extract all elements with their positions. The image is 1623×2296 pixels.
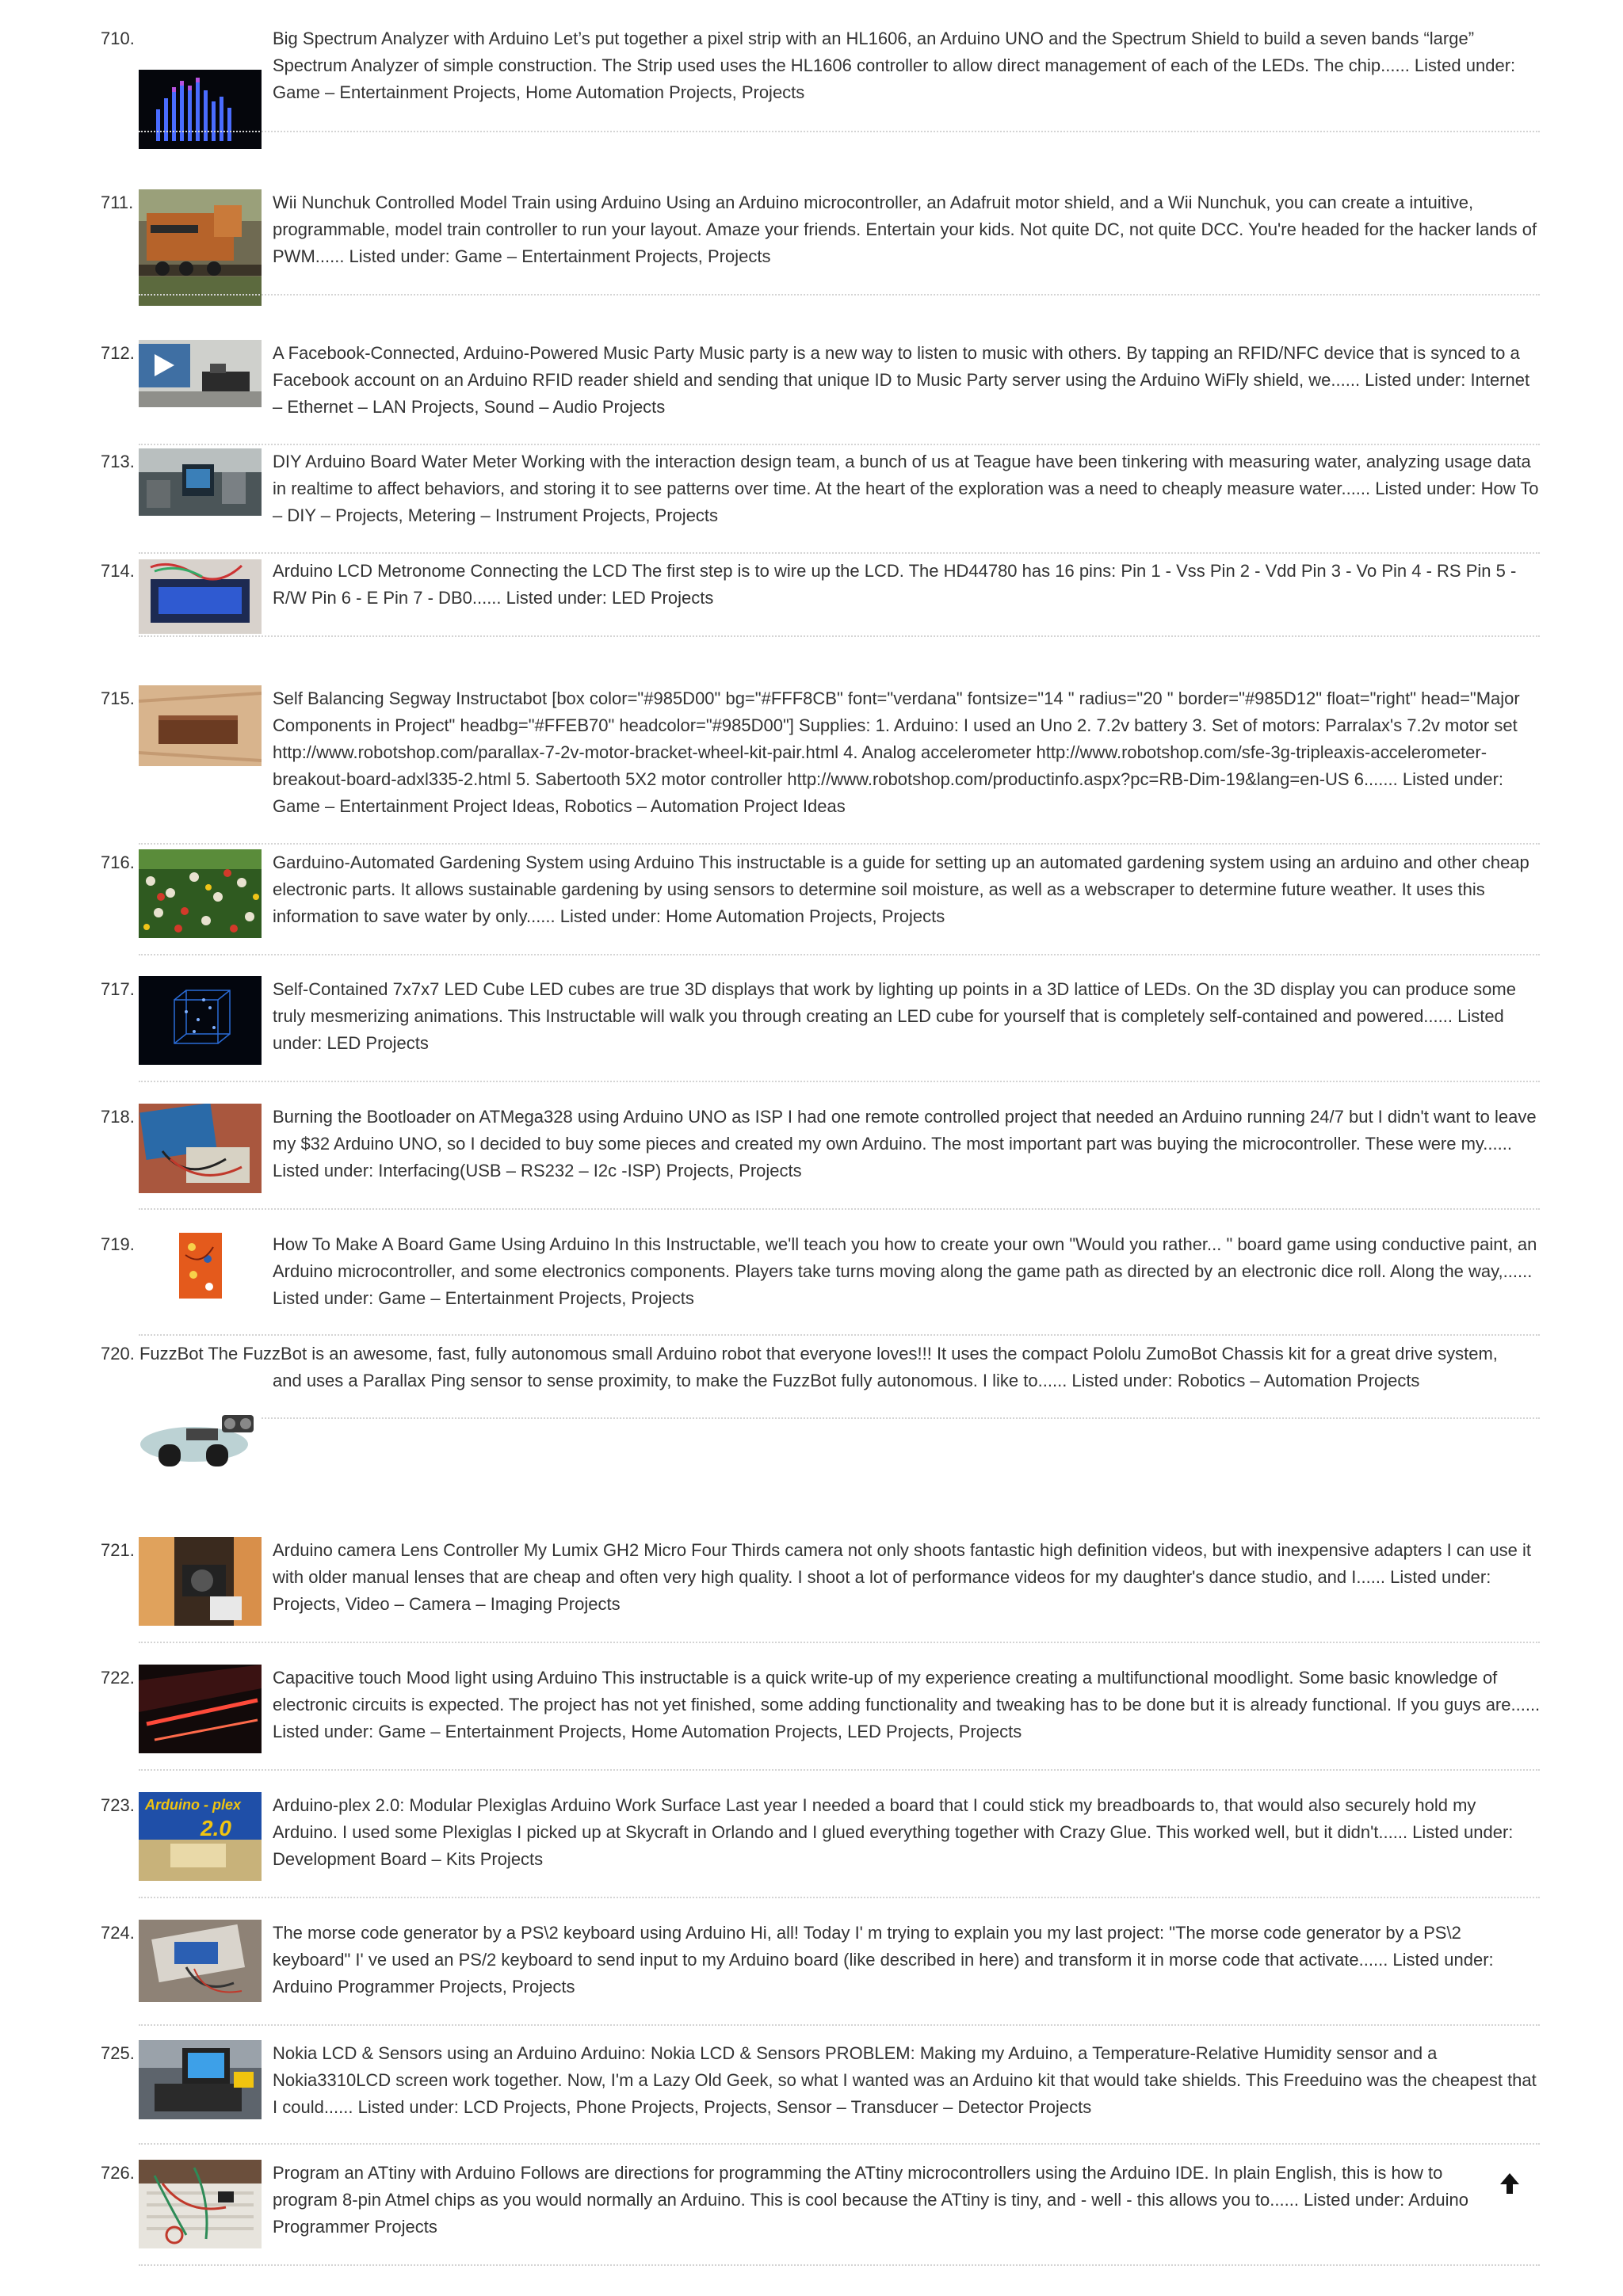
item-description: Arduino LCD Metronome Connecting the LCD The first step is to wire up the LCD. The HD44780 has 16 pins: Pin 1 - Vss Pin 2 - Vdd Pin 3 - Vo Pin 4 - RS Pin 5 - R/W Pin 6 - E Pin 7 - DB0...... Listed under: LED Projects xyxy=(273,561,1517,608)
thumbnail-image[interactable] xyxy=(139,1104,262,1193)
item-divider xyxy=(139,1334,1540,1336)
item-divider xyxy=(139,1417,1540,1419)
model-train-thumbnail xyxy=(139,189,262,306)
item-description xyxy=(101,1341,1535,1394)
item-divider xyxy=(139,2264,1540,2266)
thumbnail-image[interactable] xyxy=(139,189,262,306)
thumbnail-image[interactable] xyxy=(139,448,262,516)
item-divider xyxy=(139,2143,1540,2145)
item-number: 726. xyxy=(101,2163,135,2183)
thumb-label: Arduino - plex xyxy=(145,1797,241,1813)
thumbnail-image[interactable] xyxy=(139,976,262,1065)
item-description: Arduino-plex 2.0: Modular Plexiglas Arduino Work Surface Last year I needed a board that I could stick my breadboards to, that would also securely hold my Arduino. I used some Plexiglas I picked up at Skycraft in Orlando and I glued everything together with Crazy Glue. This worked well, but it didn't...... Listed under: Development Board – Kits Projects xyxy=(273,1795,1514,1869)
item-number: 724. xyxy=(101,1923,135,1943)
music-party-thumbnail xyxy=(139,340,262,407)
item-number: 725. xyxy=(101,2043,135,2063)
item-description: DIY Arduino Board Water Meter Working with the interaction design team, a bunch of us at Teague have been tinkering with measuring water, analyzing usage data in realtime to affect behaviors, and storing it to see patterns over time. At the heart of the exploration was a need to cheaply measure water...... Listed under: How To – DIY – Projects, Metering – Instrument Projects, Projects xyxy=(273,452,1539,525)
thumbnail-image[interactable] xyxy=(139,1665,262,1753)
item-divider xyxy=(139,1642,1540,1643)
item-divider xyxy=(139,131,1540,132)
item-divider xyxy=(139,1208,1540,1210)
thumbnail-image[interactable] xyxy=(139,1537,262,1626)
thumb-label-version: 2.0 xyxy=(200,1816,231,1840)
item-divider xyxy=(139,843,1540,845)
item-number: 720. xyxy=(101,1344,135,1363)
item-number: 711. xyxy=(101,193,134,212)
thumbnail-image[interactable] xyxy=(139,2040,262,2119)
item-description: The morse code generator by a PS\2 keyboard using Arduino Hi, all! Today I' m trying to explain you my last project: "The morse code generator by a PS\2 keyboard" I' ve used an PS/2 keyboard to send input to my Arduino board (like described in here) and transform it in morse code that activate...... Listed under: Arduino Programmer Projects, Projects xyxy=(273,1923,1494,1997)
item-number: 717. xyxy=(101,979,135,999)
item-description: Self Balancing Segway Instructabot [box color="#985D00" bg="#FFF8CB" font="verdana" fontsize="14 " radius="20 " border="#985D12" float="right" head="Major Components in Project" headbg="#FFEB70" headcolor="#985D00"] Supplies: 1. Arduino: I used an Uno 2. 7.2v battery 3. Set of motors: Parralax's 7.2v motor set http://www.robotshop.com/parallax-7-2v-motor-bracket-wheel-kit-pair.html 4. Analog accelerometer http://www.robotshop.com/sfe-3g-tripleaxis-accelerometer-breakout-board-adxl335-2.html 5. Sabertooth 5X2 motor controller http://www.robotshop.com/productinfo.aspx?pc=RB-Dim-19&lang=en-US 6....... Listed under: Game – Entertainment Project Ideas, Robotics – Automation Project Ideas xyxy=(273,688,1520,816)
camera-lens-thumbnail xyxy=(139,1537,262,1626)
item-number: 710. xyxy=(101,29,135,48)
garden-flowers-thumbnail xyxy=(139,849,262,938)
item-description: Self-Contained 7x7x7 LED Cube LED cubes are true 3D displays that work by lighting up points in a 3D lattice of LEDs. On the 3D display you can produce some truly mesmerizing animations. This Instructable will walk you through creating an LED cube for yourself that is completely self-contained and powered...... Listed under: LED Projects xyxy=(273,979,1516,1053)
bootloader-board-thumbnail xyxy=(139,1104,262,1193)
item-description-rest: and uses a Parallax Ping sensor to sense proximity, to make the FuzzBot fully autonomous. I like to...... Listed under: Robotics – Automation Projects xyxy=(273,1371,1420,1390)
item-number: 723. xyxy=(101,1795,135,1815)
item-divider xyxy=(139,954,1540,955)
lcd-metronome-thumbnail xyxy=(139,559,262,634)
board-game-thumbnail xyxy=(178,1231,223,1300)
item-number: 712. xyxy=(101,343,135,363)
arrow-up-icon xyxy=(1499,2172,1520,2195)
item-description: Wii Nunchuk Controlled Model Train using Arduino Using an Arduino microcontroller, an Adafruit motor shield, and a Wii Nunchuk, you can create a intuitive, programmable, model train controller to run your layout. Amaze your friends. Entertain your kids. Not quite DC, not quite DCC. You're headed for the hacker lands of PWM...... Listed under: Game – Entertainment Projects, Projects xyxy=(273,193,1537,266)
item-number: 722. xyxy=(101,1668,135,1688)
mood-light-thumbnail xyxy=(139,1665,262,1753)
segway-wood-thumbnail xyxy=(139,685,262,766)
item-description: Capacitive touch Mood light using Arduino This instructable is a quick write-up of my experience creating a multifunctional moodlight. Some basic knowledge of electronic circuits is expected. The project has not yet finished, some adding functionality and tweaking has to be done but it is already functional. If you guys are...... Listed under: Game – Entertainment Projects, Home Automation Projects, LED Projects, Projects xyxy=(273,1668,1541,1741)
item-divider xyxy=(139,1081,1540,1082)
item-description: A Facebook-Connected, Arduino-Powered Music Party Music party is a new way to listen to music with others. By tapping an RFID/NFC device that is synced to a Facebook account on an Arduino RFID reader shield and sending that unique ID to Music Party server using the Arduino WiFly shield, we...... Listed under: Internet – Ethernet – LAN Projects, Sound – Audio Projects xyxy=(273,343,1530,417)
item-description: Garduino-Automated Gardening System using Arduino This instructable is a guide for setting up an automated gardening system using an arduino and other cheap electronic parts. It allows sustainable gardening by using sensors to determine soil moisture, as well as a webscraper to determine future weather. It uses this information to save water by only...... Listed under: Home Automation Projects, Projects xyxy=(273,852,1529,926)
item-number: 721. xyxy=(101,1540,135,1560)
item-description: Nokia LCD & Sensors using an Arduino Arduino: Nokia LCD & Sensors PROBLEM: Making my Arduino, a Temperature-Relative Humidity sensor and a Nokia3310LCD screen work together. Now, I'm a Lazy Old Geek, so what I wanted was an Arduino kit that would take shields. This Freeduino was the cheapest that I could...... Listed under: LCD Projects, Phone Projects, Projects, Sensor – Transducer – Detector Projects xyxy=(273,2043,1537,2117)
thumbnail-image[interactable] xyxy=(139,70,262,149)
item-number: 718. xyxy=(101,1107,135,1127)
scroll-to-top-button[interactable] xyxy=(1499,2172,1520,2195)
thumbnail-image[interactable] xyxy=(139,685,262,766)
item-divider xyxy=(139,2024,1540,2026)
thumbnail-image[interactable] xyxy=(139,1792,262,1881)
attiny-breadboard-thumbnail xyxy=(139,2160,262,2248)
spectrum-analyzer-thumbnail xyxy=(139,70,262,149)
thumbnail-image[interactable] xyxy=(139,1920,262,2002)
led-cube-thumbnail xyxy=(139,976,262,1065)
item-description: Burning the Bootloader on ATMega328 using Arduino UNO as ISP I had one remote controlled project that needed an Arduino running 24/7 but I didn't want to leave my $32 Arduino UNO, so I decided to buy some pieces and created my own Arduino. The most important part was buying the microcontroller. These were my...... Listed under: Interfacing(USB – RS232 – I2c -ISP) Projects, Projects xyxy=(273,1107,1537,1180)
morse-code-thumbnail xyxy=(139,1920,262,2002)
item-description: Arduino camera Lens Controller My Lumix GH2 Micro Four Thirds camera not only shoots fantastic high definition videos, but with inexpensive adapters I can use it with older manual lenses that are cheap and often very high quality. I shoot a lot of performance videos for my daughter's dance studio, and I...... Listed under: Projects, Video – Camera – Imaging Projects xyxy=(273,1540,1532,1614)
item-description: How To Make A Board Game Using Arduino In this Instructable, we'll teach you how to create your own "Would you rather... " board game using conductive paint, an Arduino microcontroller, and some electronics components. Players take turns moving along the game path as directed by an electronic dice roll. Along the way,...... Listed under: Game – Entertainment Projects, Projects xyxy=(273,1234,1537,1308)
item-description-lead: FuzzBot The FuzzBot is an awesome, fast, fully autonomous small Arduino robot that everyone loves!!! It uses the compact Pololu ZumoBot Chassis kit for a great drive system, xyxy=(139,1344,1498,1363)
nokia-lcd-thumbnail xyxy=(139,2040,262,2119)
thumbnail-image[interactable] xyxy=(139,1401,262,1480)
item-number: 719. xyxy=(101,1234,135,1254)
thumbnail-image[interactable] xyxy=(139,849,262,938)
item-divider xyxy=(139,552,1540,554)
thumbnail-image[interactable] xyxy=(139,559,262,634)
item-number: 713. xyxy=(101,452,135,471)
water-meter-thumbnail xyxy=(139,448,262,516)
item-description: Program an ATtiny with Arduino Follows are directions for programming the ATtiny microcontrollers using the Arduino IDE. In plain English, this is how to program 8-pin Atmel chips as you would normally an Arduino. This is cool because the ATtiny is tiny, and - well - this allows you to...... Listed under: Arduino Programmer Projects xyxy=(273,2163,1468,2237)
item-description: Big Spectrum Analyzer with Arduino Let’s put together a pixel strip with an HL1606, an Arduino UNO and the Spectrum Shield to build a seven bands “large” Spectrum Analyzer of simple construction. The Strip used uses the HL1606 controller to allow direct management of each of the LEDs. The chip...... Listed under: Game – Entertainment Projects, Home Automation Projects, Projects xyxy=(273,29,1516,102)
thumbnail-image[interactable] xyxy=(139,340,262,407)
arduino-plex-thumbnail xyxy=(139,1792,262,1881)
item-number: 714. xyxy=(101,561,135,581)
item-divider xyxy=(139,444,1540,445)
item-divider xyxy=(139,294,1540,296)
item-number: 716. xyxy=(101,852,135,872)
fuzzbot-robot-thumbnail xyxy=(139,1401,262,1480)
item-number: 715. xyxy=(101,688,135,708)
item-divider xyxy=(139,1897,1540,1898)
item-divider xyxy=(139,635,1540,637)
thumbnail-image[interactable] xyxy=(178,1231,223,1300)
item-divider xyxy=(139,1769,1540,1771)
thumbnail-image[interactable] xyxy=(139,2160,262,2248)
